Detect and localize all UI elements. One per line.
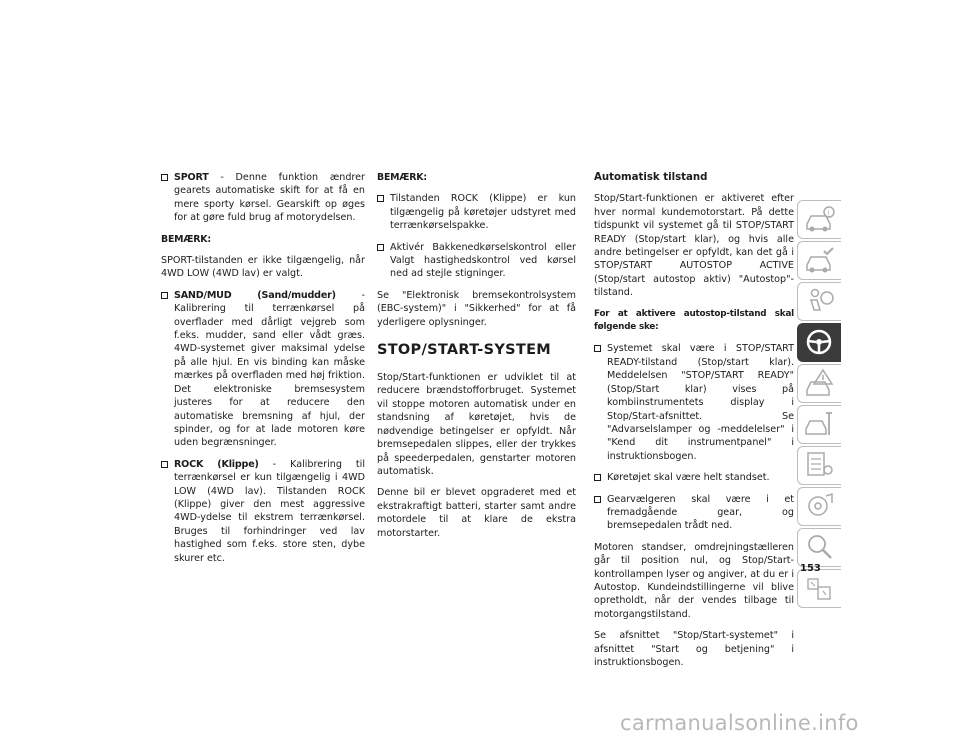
column-middle xyxy=(377,171,576,548)
rock-description: - Kalibrering til terrænkørsel er kun tilgængelig i 4WD LOW (4WD lav). Tilstanden ROCK (Klippe) giver den mest aggressive 4WD-ydelse til ekstrem terrænkørsel. Bruges til forhindringer ved lav hastighed som f.eks. store sten, dybe skurer etc. xyxy=(174,458,365,564)
chapter-tab[interactable] xyxy=(797,569,841,608)
bullet-square-icon xyxy=(594,474,601,481)
list-item-rock xyxy=(161,458,365,565)
note-text: SPORT-tilstanden er ikke tilgængelig, når 4WD LOW (4WD lav) er valgt. xyxy=(161,255,365,280)
svg-text:i: i xyxy=(827,209,830,217)
chapter-tabs xyxy=(797,200,842,610)
car-tools-icon xyxy=(804,409,836,439)
condition-text: Køretøjet skal være helt standset. xyxy=(607,472,770,484)
note-label: BEMÆRK: xyxy=(161,233,211,245)
multimedia-icon xyxy=(804,491,836,521)
chapter-tab[interactable] xyxy=(797,446,841,485)
list-item-note-1 xyxy=(377,192,576,232)
ebc-reference: Se "Elektronisk bremsekontrolsystem (EBC-system)" i "Sikkerhed" for at få yderligere oplysninger. xyxy=(377,289,576,328)
term-sand-mud: SAND/MUD (Sand/mudder) xyxy=(174,289,336,301)
stop-start-intro: Stop/Start-funktionen er udviklet til at reducere brændstofforbruget. Systemet vil stoppe motoren automatisk under en standsning af køretøjet, hvis de nødvendige betingelser er opfyldt. Når bremsepedalen slippes, eller der trykkes på speederpedalen, genstarter motoren automatisk. xyxy=(377,372,576,477)
chapter-tab[interactable] xyxy=(797,200,841,239)
note-bullet-text: Aktivér Bakkenedkørselskontrol eller Valgt hastighedskontrol ved kørsel ned ad stejle stigninger. xyxy=(390,241,576,280)
column-left xyxy=(161,171,365,573)
car-check-icon xyxy=(804,245,836,275)
battery-note: Denne bil er blevet opgraderet med et ekstrakraftigt batteri, starter samt andre motordele til at klare de ekstra motorstarter. xyxy=(377,487,576,539)
note-bullet-text: Tilstanden ROCK (Klippe) er kun tilgængelig på køretøjer udstyret med terrænkørselspakke. xyxy=(390,193,576,232)
bullet-square-icon xyxy=(161,174,168,181)
sand-mud-description: - Kalibrering til terrænkørsel på overflader med dårligt vejgreb som f.eks. mudder, sand eller vådt græs. 4WD-systemet giver maksimal ydelse på alle hjul. En vis binding kan måske mærkes på overfladen med høj friktion. Det elektroniske bremsesystem justeres for at reducere den automatiske bremsning af hjul, der spinder, og for at lade motoren køre uden begrænsninger. xyxy=(174,289,365,449)
warning-car-icon xyxy=(804,368,836,398)
chapter-tab[interactable] xyxy=(797,405,841,444)
car-info-icon xyxy=(804,204,836,234)
chapter-tab-active[interactable] xyxy=(797,323,841,362)
bullet-square-icon xyxy=(594,345,601,352)
languages-icon xyxy=(804,573,836,603)
list-item-sand-mud xyxy=(161,289,365,450)
auto-mode-text: Stop/Start-funktionen er aktiveret efter hver normal kundemotorstart. På dette tidspunkt vil systemet gå til STOP/START READY (Stop/start klar), og hvis alle andre betingelser er opfyldt, kan det gå i STOP/START AUTOSTOP ACTIVE (Stop/start autostop aktiv) "Autostop"-tilstand. xyxy=(594,193,794,299)
condition-text: Systemet skal være i STOP/START READY-tilstand (Stop/start klar). Meddelelsen "STOP/START READY" (Stop/Start klar) vises på kombiinstrumentets display i Stop/Start-afsnittet. Se "Advarselslamper og -meddelelser" i "Kend dit instrumentpanel" i instruktionsbogen. xyxy=(607,343,794,462)
specifications-list-icon xyxy=(804,450,836,480)
bullet-square-icon xyxy=(377,244,384,251)
sport-description: - Denne funktion ændrer gearets automatiske skift for at få en mere sporty kørsel. Gearskift op øges for at gøre fuld brug af motorydelsen. xyxy=(174,172,365,224)
airbag-person-icon xyxy=(804,286,836,316)
subsection-title: Automatisk tilstand xyxy=(594,172,708,183)
list-item-condition-1 xyxy=(594,342,794,463)
engine-stop-text: Motoren standser, omdrejningstælleren går til position nul, og Stop/Start-kontrollampen lyser og angiver, at du er i Autostop. Kundeindstillingerne vil blive opretholdt, når der vendes tilbage til motorgangstilstand. xyxy=(594,541,794,620)
reference-text: Se afsnittet "Stop/Start-systemet" i afsnittet "Start og betjening" i instruktionsbogen. xyxy=(594,630,794,668)
bullet-square-icon xyxy=(594,496,601,503)
chapter-tab[interactable] xyxy=(797,487,841,526)
list-item-condition-3 xyxy=(594,493,794,533)
condition-text: Gearvælgeren skal være i et fremadgående gear, og bremsepedalen trådt ned. xyxy=(607,493,794,532)
section-title: STOP/START-SYSTEM xyxy=(377,342,552,359)
term-sport: SPORT xyxy=(174,172,209,183)
chapter-tab[interactable] xyxy=(797,528,841,567)
chapter-tab[interactable] xyxy=(797,241,841,280)
column-right xyxy=(594,171,794,677)
bullet-square-icon xyxy=(161,292,168,299)
watermark: carmanualsonline.info xyxy=(620,711,859,735)
list-item-sport xyxy=(161,171,365,225)
conditions-label: For at aktivere autostop-tilstand skal følgende ske: xyxy=(594,308,794,333)
note-label: BEMÆRK: xyxy=(377,172,427,183)
chapter-tab[interactable] xyxy=(797,364,841,403)
chapter-tab[interactable] xyxy=(797,282,841,321)
list-item-note-2 xyxy=(377,241,576,281)
list-item-condition-2 xyxy=(594,471,794,484)
steering-wheel-icon xyxy=(804,327,836,357)
search-index-icon xyxy=(804,532,836,562)
bullet-square-icon xyxy=(377,195,384,202)
page-number: 153 xyxy=(800,563,821,574)
term-rock: ROCK (Klippe) xyxy=(174,458,259,470)
bullet-square-icon xyxy=(161,461,168,468)
